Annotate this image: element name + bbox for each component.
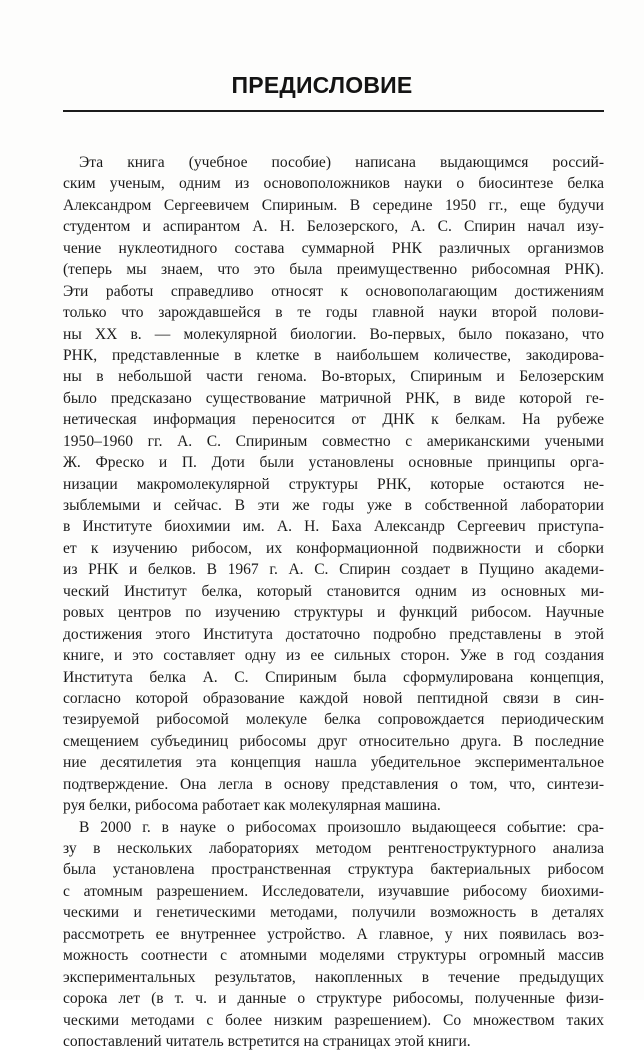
text-line: книге, и это составляет одну из ее сильных сторон. Уже в год создания xyxy=(63,647,604,665)
text-line: студентом и аспирантом А. Н. Белозерского, А. С. Спирин начал изу- xyxy=(63,218,604,236)
paragraph xyxy=(63,152,604,817)
text-line: можность соотнести с атомными моделями структуры огромный массив xyxy=(63,947,604,965)
text-line: В 2000 г. в науке о рибосомах произошло выдающееся событие: сра- xyxy=(79,818,604,836)
text-line: ческий Институт белка, который становится одним из основных ми- xyxy=(63,582,604,600)
text-line: ровых центров по изучению структуры и функций рибосом. Научные xyxy=(63,604,604,622)
text-line: рассмотреть ее внутреннее устройство. А главное, у них появилась воз- xyxy=(63,925,604,943)
text-line: согласно которой образование каждой новой пептидной связи в син- xyxy=(63,689,604,707)
text-line: из РНК и белков. В 1967 г. А. С. Спирин создает в Пущино академи- xyxy=(63,561,604,579)
text-line: сорока лет (в т. ч. и данные о структуре рибосомы, полученные физи- xyxy=(63,990,604,1008)
text-line: ние десятилетия эта концепция нашла убедительное экспериментальное xyxy=(63,754,604,772)
paragraph xyxy=(63,817,604,1052)
text-line: с атомным разрешением. Исследователи, изучавшие рибосому биохими- xyxy=(63,882,604,900)
text-line: тезируемой рибосомой молекуле белка сопровождается периодическим xyxy=(63,711,604,729)
preface-body xyxy=(63,152,604,1052)
text-line: (теперь мы знаем, что это была преимущественно рибосомная РНК). xyxy=(63,261,604,279)
text-line: Эта книга (учебное пособие) написана выдающимся россий- xyxy=(79,154,604,171)
text-line: 1950–1960 гг. А. С. Спириным совместно с американскими учеными xyxy=(63,432,604,450)
text-line: РНК, представленные в клетке в наибольшем количестве, закодирова- xyxy=(63,346,604,364)
text-line: Института белка А. С. Спириным была сформулирована концепция, xyxy=(63,668,604,686)
text-line: было предсказано существование матричной РНК, в виде которой ге- xyxy=(63,389,604,407)
text-line: ны в небольшой части генома. Во-вторых, Спириным и Белозерским xyxy=(63,368,604,386)
text-line: руя белки, рибосома работает как молекулярная машина. xyxy=(63,797,441,815)
text-line: Эти работы справедливо относят к основополагающим достижениям xyxy=(63,282,604,300)
text-line: зу в нескольких лабораториях методом рентгеноструктурного анализа xyxy=(63,840,604,857)
text-line: нетическая информация переносится от ДНК к белкам. На рубеже xyxy=(63,411,604,429)
page-title: ПРЕДИСЛОВИЕ xyxy=(231,72,413,98)
text-line: в Институте биохимии им. А. Н. Баха Александр Сергеевич приступа- xyxy=(63,518,604,536)
text-line: Ж. Фреско и П. Доти были установлены основные принципы орга- xyxy=(63,454,604,472)
text-line: была установлена пространственная структура бактериальных рибосом xyxy=(63,861,604,879)
text-line: ческими и генетическими методами, получили возможность в деталях xyxy=(63,904,604,922)
text-line: Александром Сергеевичем Спириным. В середине 1950 гг., еще будучи xyxy=(63,196,604,214)
text-line: ским ученым, одним из основоположников науки о биосинтезе белка xyxy=(63,175,604,193)
text-line: ет к изучению рибосом, их конформационной подвижности и сборки xyxy=(63,539,604,557)
text-line: сопоставлений читатель встретится на страницах этой книги. xyxy=(63,1032,471,1050)
text-line: чение нуклеотидного состава суммарной РНК различных организмов xyxy=(63,239,604,257)
text-line: только что зарождавшейся в те годы главной науки второй полови- xyxy=(63,304,604,322)
text-line: подтверждение. Она легла в основу представления о том, что, синтези- xyxy=(63,775,604,793)
text-line: экспериментальных результатов, накопленных в течение предыдущих xyxy=(63,968,604,986)
text-line: смещением субъединиц рибосомы друг относительно друга. В последние xyxy=(63,732,604,750)
text-line: ческими методами с более низким разрешением). Со множеством таких xyxy=(63,1011,604,1029)
text-line: низации макромолекулярной структуры РНК, которые остаются не- xyxy=(63,475,604,493)
title-underline xyxy=(63,110,604,112)
text-line: зыблемыми и сейчас. В эти же годы уже в собственной лаборатории xyxy=(63,497,604,514)
text-line: ны XX в. — молекулярной биологии. Во-первых, было показано, что xyxy=(63,325,604,343)
text-line: достижения этого Института достаточно подробно представлены в этой xyxy=(63,625,604,643)
